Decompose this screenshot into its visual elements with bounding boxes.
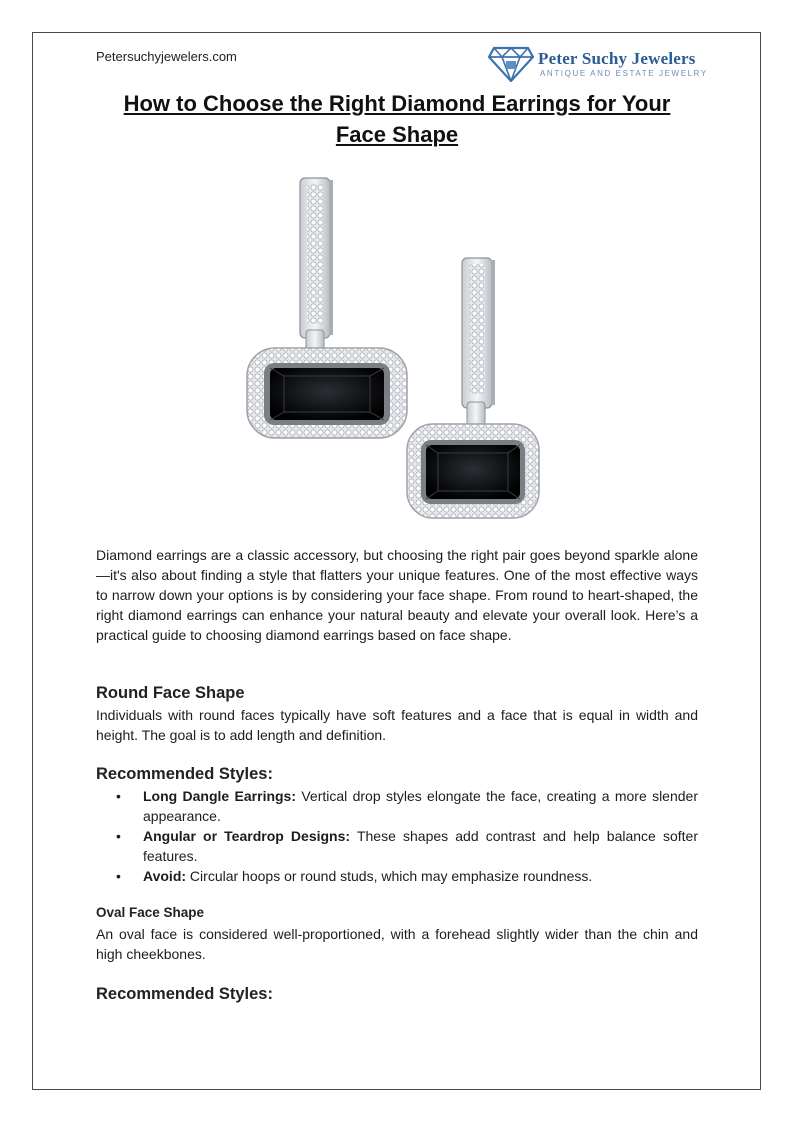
brand-logo — [488, 44, 708, 84]
list-item — [96, 866, 698, 886]
logo-name: Peter Suchy Jewelers — [538, 49, 696, 68]
logo-tagline: ANTIQUE AND ESTATE JEWELRY — [540, 69, 708, 78]
list-item-label: Angular or Teardrop Designs: — [143, 828, 351, 844]
right-earring — [407, 258, 539, 518]
list-item-label: Long Dangle Earrings: — [143, 788, 297, 804]
round-styles-heading: Recommended Styles: — [96, 765, 273, 783]
page-title: How to Choose the Right Diamond Earrings for Your Face Shape — [123, 91, 671, 147]
oval-styles-heading: Recommended Styles: — [96, 985, 273, 1003]
list-item — [96, 786, 698, 826]
list-item-text: Circular hoops or round studs, which may emphasize roundness. — [186, 868, 593, 884]
left-earring — [247, 178, 407, 438]
round-face-heading: Round Face Shape — [96, 684, 245, 702]
earrings-image — [240, 170, 550, 530]
list-item-text: These shapes add contrast and help balance softer features. — [143, 828, 698, 864]
diamond-logo-icon — [488, 44, 534, 82]
round-styles-list — [96, 786, 698, 886]
intro-paragraph: Diamond earrings are a classic accessory, but choosing the right pair goes beyond sparkle alone—it's also about finding a style that flatters your unique features. One of the most effective ways to narrow down your options is by considering your face shape. From round to heart-shaped, the right diamond earrings can enhance your natural beauty and elevate your overall look. Here’s a practical guide to choosing diamond earrings based on face shape. — [96, 547, 698, 643]
bullet-icon: • — [116, 828, 121, 844]
list-item-label: Avoid: — [143, 868, 187, 884]
oval-face-description: An oval face is considered well-proportioned, with a forehead slightly wider than the chin and high cheekbones. — [96, 926, 698, 962]
site-name: Petersuchyjewelers.com — [96, 49, 237, 64]
list-item-text: Vertical drop styles elongate the face, creating a more slender appearance. — [143, 788, 698, 824]
bullet-icon: • — [116, 788, 121, 804]
bullet-icon: • — [116, 868, 121, 884]
round-face-description: Individuals with round faces typically have soft features and a face that is equal in width and height. The goal is to add length and definition. — [96, 707, 698, 743]
list-item — [96, 826, 698, 866]
oval-face-heading: Oval Face Shape — [96, 905, 205, 920]
